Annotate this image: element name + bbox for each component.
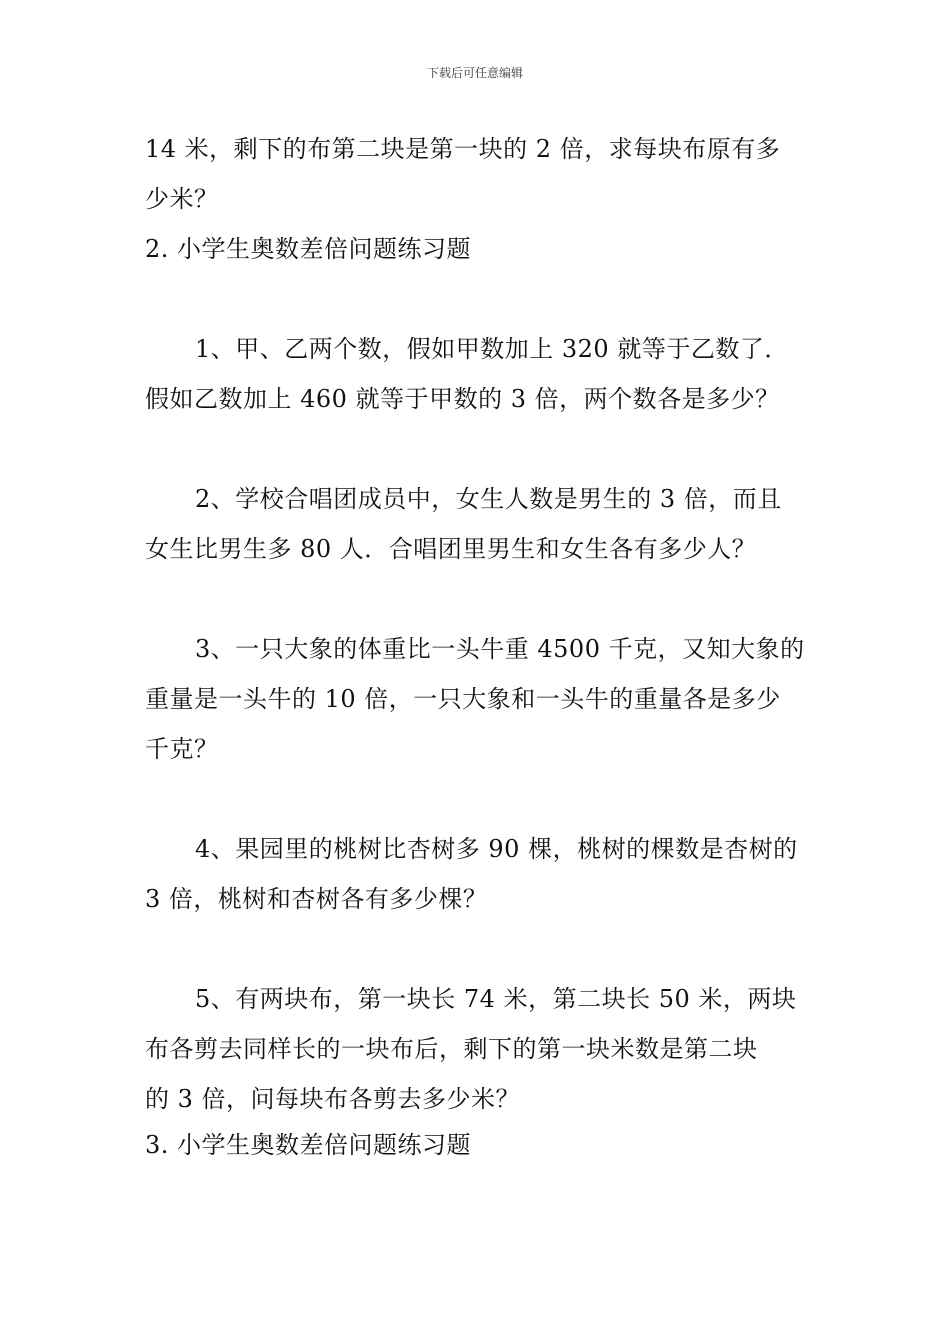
problem-3-line-2: 重量是一头牛的 10 倍，一只大象和一头牛的重量各是多少 — [145, 685, 781, 713]
problem-1-line-1: 1、甲、乙两个数，假如甲数加上 320 就等于乙数了． — [195, 335, 789, 363]
problem-5-line-3: 的 3 倍，问每块布各剪去多少米？ — [145, 1085, 521, 1113]
problem-2-line-1: 2、学校合唱团成员中，女生人数是男生的 3 倍，而且 — [195, 485, 782, 513]
problem-5-line-1: 5、有两块布，第一块长 74 米，第二块长 50 米，两块 — [195, 985, 797, 1013]
section-2-title: 2. 小学生奥数差倍问题练习题 — [145, 235, 472, 263]
problem-4-line-1: 4、果园里的桃树比杏树多 90 棵，桃树的棵数是杏树的 — [195, 835, 798, 863]
problem-3-line-1: 3、一只大象的体重比一头牛重 4500 千克，又知大象的 — [195, 635, 805, 663]
intro-line-1: 14 米，剩下的布第二块是第一块的 2 倍，求每块布原有多 — [145, 135, 781, 163]
section-3-title: 3. 小学生奥数差倍问题练习题 — [145, 1131, 472, 1159]
page-header-note: 下载后可任意编辑 — [426, 66, 523, 80]
intro-line-2: 少米？ — [145, 185, 219, 213]
problem-4-line-2: 3 倍，桃树和杏树各有多少棵？ — [145, 885, 488, 913]
problem-1-line-2: 假如乙数加上 460 就等于甲数的 3 倍，两个数各是多少？ — [145, 385, 780, 413]
problem-2-line-2: 女生比男生多 80 人．合唱团里男生和女生各有多少人？ — [145, 535, 757, 563]
problem-3-line-3: 千克？ — [145, 735, 219, 763]
problem-5-line-2: 布各剪去同样长的一块布后，剩下的第一块米数是第二块 — [145, 1035, 758, 1063]
